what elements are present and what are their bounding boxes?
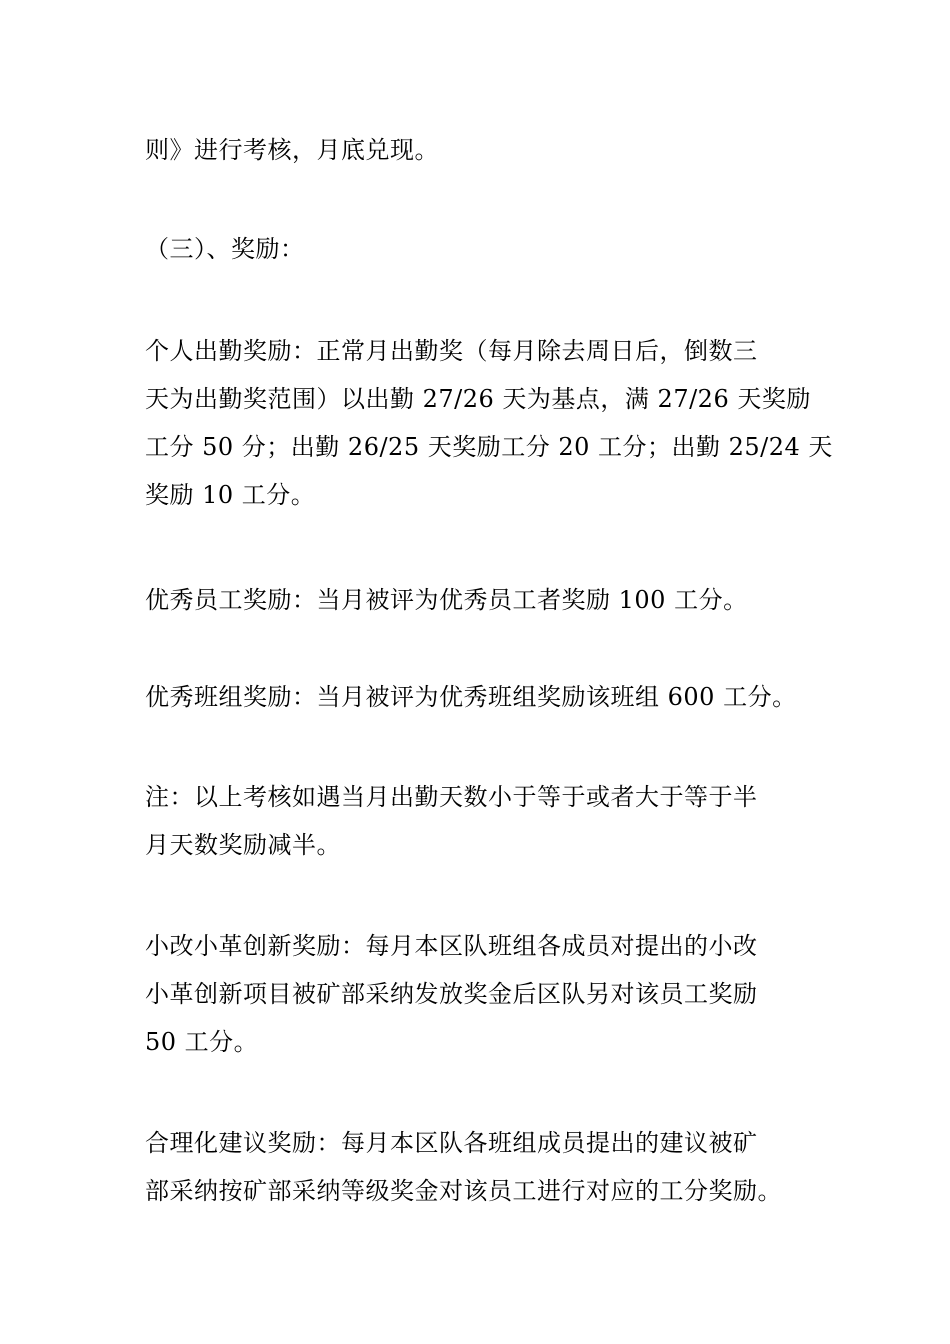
text-line: 50 工分。 xyxy=(145,1028,259,1056)
text-line: 个人出勤奖励：正常月出勤奖（每月除去周日后，倒数三 xyxy=(145,337,758,365)
text-line: 则》进行考核，月底兑现。 xyxy=(145,136,439,164)
section-heading-rewards xyxy=(145,225,815,273)
text-line: 工分 50 分；出勤 26/25 天奖励工分 20 工分；出勤 25/24 天 xyxy=(145,433,833,461)
text-line: 天为出勤奖范围）以出勤 27/26 天为基点，满 27/26 天奖励 xyxy=(145,385,811,413)
text-line: 优秀班组奖励：当月被评为优秀班组奖励该班组 600 工分。 xyxy=(145,683,797,711)
text-line: 优秀员工奖励：当月被评为优秀员工者奖励 100 工分。 xyxy=(145,586,748,614)
paragraph-attendance-reward xyxy=(145,327,833,519)
paragraph-excellent-employee xyxy=(145,576,815,624)
paragraph-innovation-reward xyxy=(145,922,815,1066)
paragraph-excellent-team xyxy=(145,673,815,721)
paragraph-note xyxy=(145,773,815,869)
text-line: 小革创新项目被矿部采纳发放奖金后区队另对该员工奖励 xyxy=(145,980,758,1008)
text-line: 月天数奖励减半。 xyxy=(145,831,341,859)
text-line: 合理化建议奖励：每月本区队各班组成员提出的建议被矿 xyxy=(145,1129,758,1157)
text-line: 部采纳按矿部采纳等级奖金对该员工进行对应的工分奖励。 xyxy=(145,1177,782,1205)
text-line: （三）、奖励： xyxy=(145,235,305,263)
text-line: 奖励 10 工分。 xyxy=(145,481,316,509)
paragraph-suggestion-reward xyxy=(145,1119,815,1215)
text-line: 小改小革创新奖励：每月本区队班组各成员对提出的小改 xyxy=(145,932,758,960)
text-line: 注：以上考核如遇当月出勤天数小于等于或者大于等于半 xyxy=(145,783,758,811)
paragraph-assessment-end xyxy=(145,126,815,174)
